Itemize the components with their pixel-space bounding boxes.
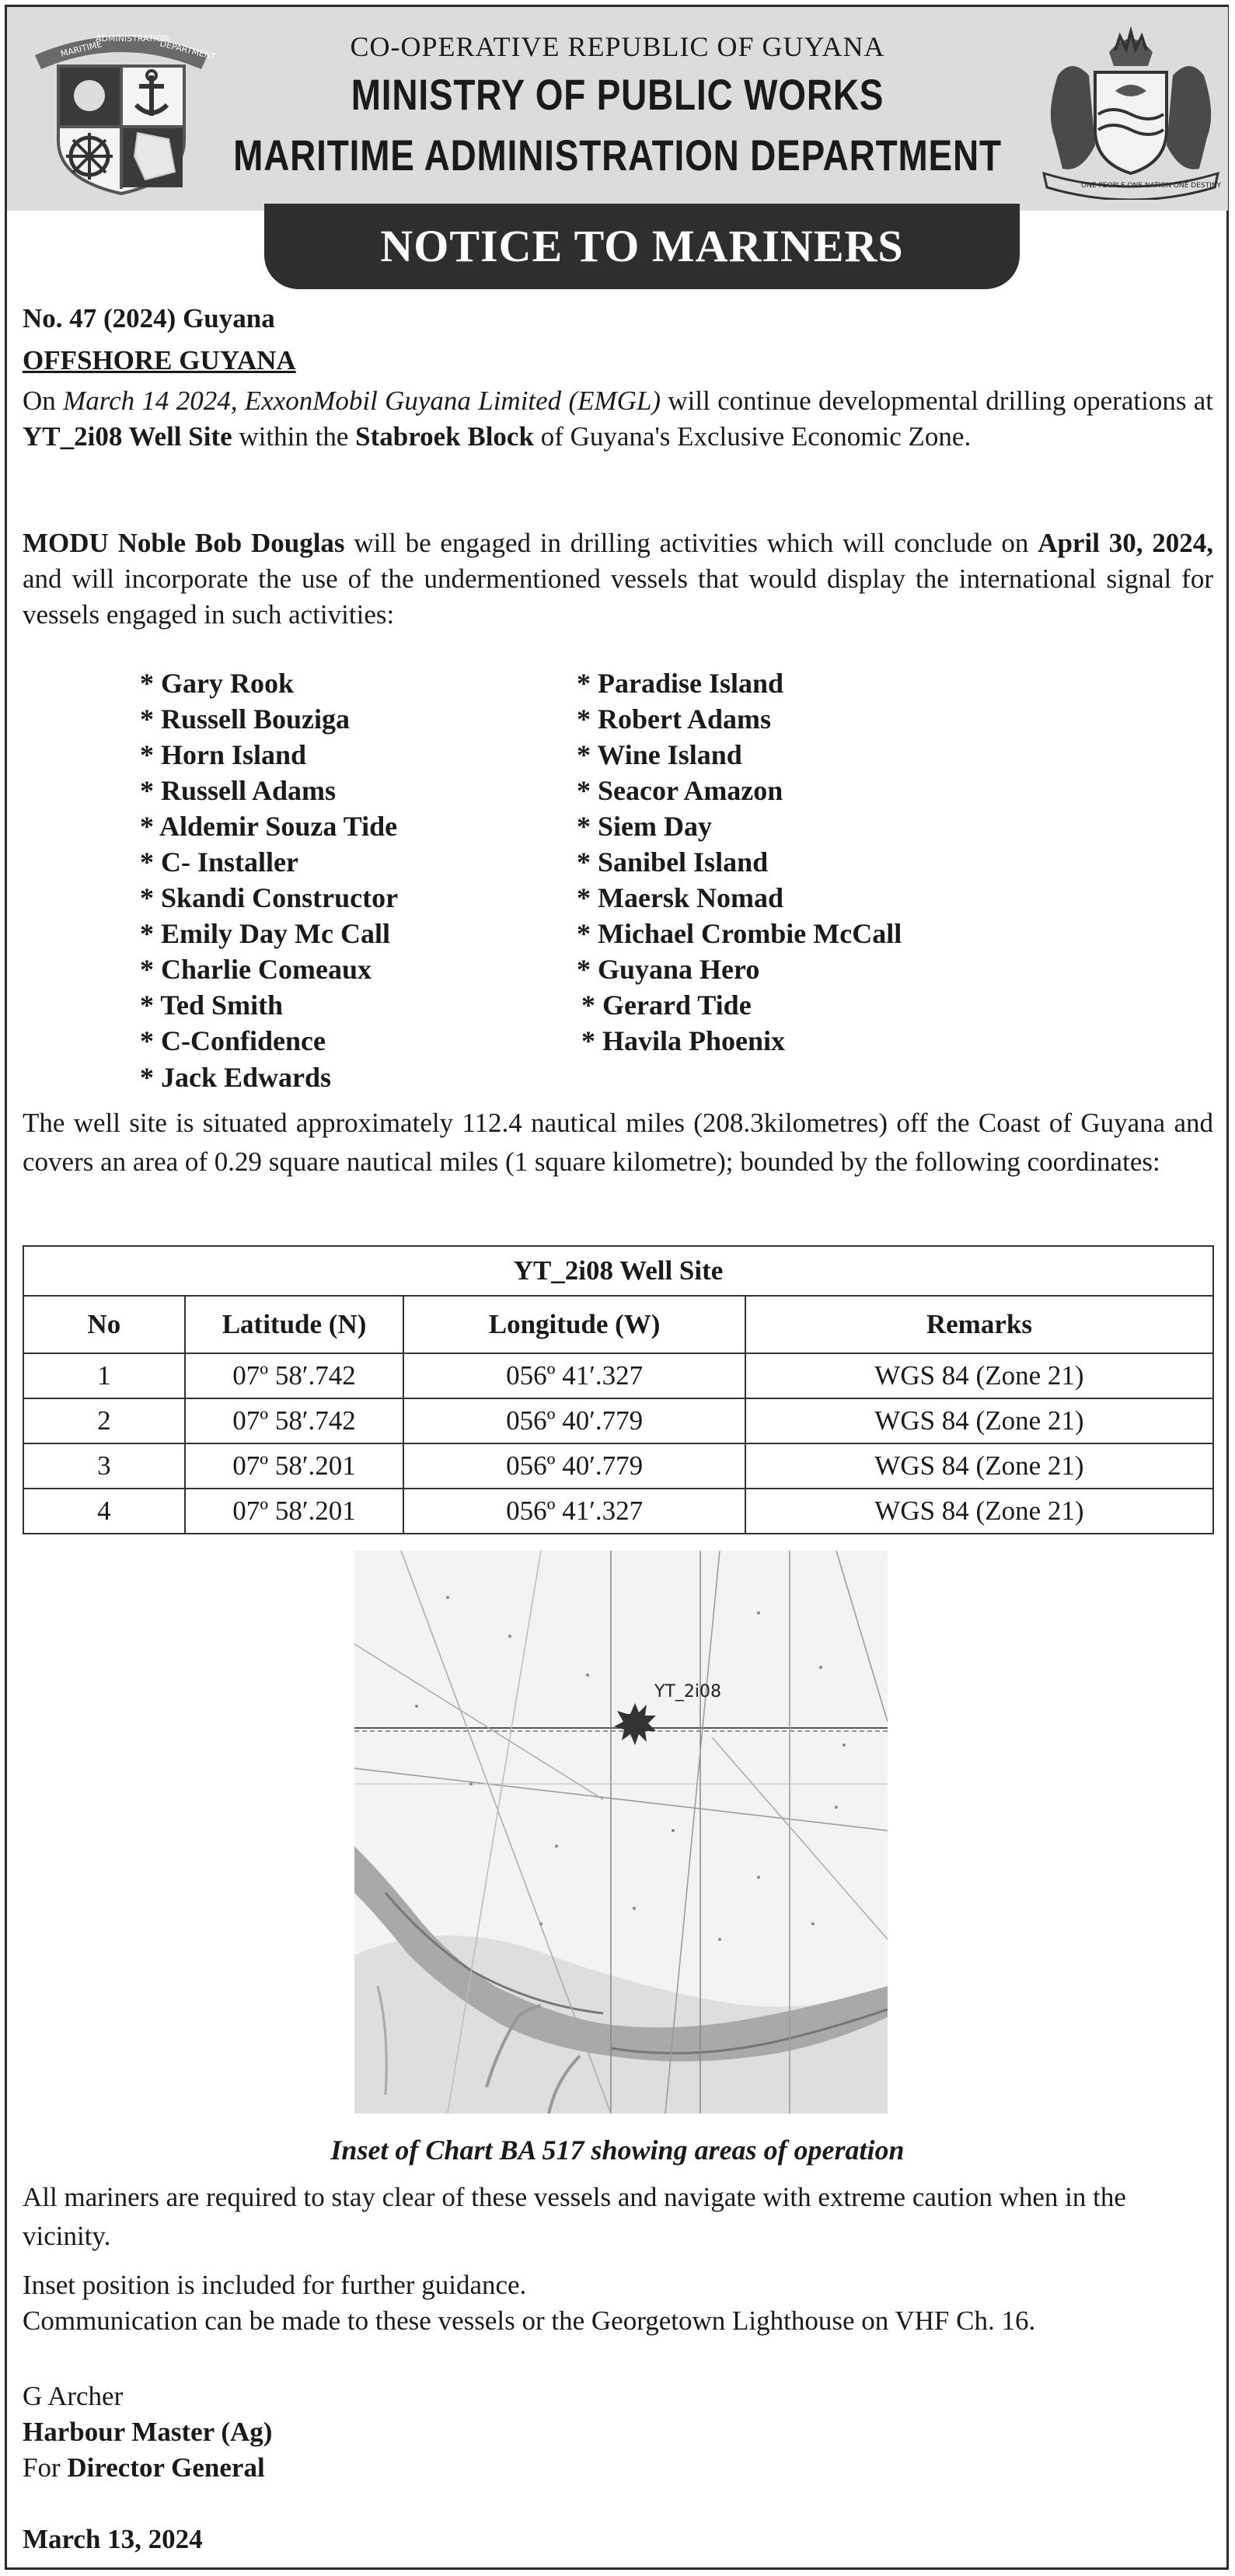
guyana-coat-of-arms-icon [1034,21,1227,200]
vessel-item: * Michael Crombie McCall [577,918,902,949]
vessel-item: * Horn Island [140,739,307,770]
table-row [23,1353,1213,1398]
table-cell: 07º 58′.742 [185,1398,404,1443]
coordinates-table [23,1245,1214,1534]
intro-paragraph-2: MODU Noble Bob Douglas will be engaged in drilling activities which will conclude on April 30, 2024, and will incorporate the use of the undermentioned vessels that would display the international signal for vessels engaged in such activities: [23,528,1213,630]
table-row [23,1398,1213,1443]
table-cell: WGS 84 (Zone 21) [745,1489,1213,1534]
vessel-item: * Jack Edwards [140,1062,332,1093]
notice-date: March 13, 2024 [23,2524,203,2554]
closing-paragraph-2: Inset position is included for further guidance. [23,2270,527,2300]
vessel-item: * Aldemir Souza Tide [140,811,398,842]
vessel-item: * Guyana Hero [577,954,760,985]
table-cell: WGS 84 (Zone 21) [745,1443,1213,1489]
vessel-item: * Sanibel Island [577,846,769,878]
signatory-title: Harbour Master (Ag) [23,2417,273,2447]
table-cell: WGS 84 (Zone 21) [745,1353,1213,1398]
emblem-department-text: DEPARTMENT [159,38,218,62]
emblem-maritime-text: MARITIME [59,39,103,59]
notice-number: No. 47 (2024) Guyana [23,303,275,333]
table-cell: 056º 41′.327 [403,1489,745,1534]
department-title: MARITIME ADMINISTRATION DEPARTMENT [233,131,1002,180]
vessel-item: * Russell Bouziga [140,703,351,735]
vessel-item: * Maersk Nomad [577,882,783,913]
vessel-item: * C-Confidence [140,1025,326,1056]
location-paragraph: The well site is situated approximately 112.4 nautical miles (208.3kilometres) off the Coast of Guyana and covers an area of 0.29 square nautical miles (1 square kilometre); bounded by the following coordinates: [23,1108,1213,1177]
vessel-item: * Gary Rook [140,668,294,699]
table-cell: 3 [23,1443,185,1489]
table-header: Longitude (W) [403,1296,745,1353]
vessel-item: * Robert Adams [577,703,771,735]
closing-paragraph-3: Communication can be made to these vessels or the Georgetown Lighthouse on VHF Ch. 16. [23,2305,1036,2336]
well-site-label: YT_2i08 [654,1682,721,1702]
table-cell: 07º 58′.742 [185,1353,404,1398]
notice-banner: NOTICE TO MARINERS [264,204,1020,289]
vessel-item: * Ted Smith [140,990,284,1021]
vessel-item: * Paradise Island [577,668,784,699]
table-cell: 4 [23,1489,185,1534]
vessel-item: * Charlie Comeaux [140,954,372,985]
table-title: YT_2i08 Well Site [23,1246,1213,1296]
vessel-item: * Skandi Constructor [140,882,399,913]
emblem-administration-text: ADMINISTRATION [96,33,169,44]
table-cell: WGS 84 (Zone 21) [745,1398,1213,1443]
vessel-item: * Emily Day Mc Call [140,918,390,949]
ministry-title: MINISTRY OF PUBLIC WORKS [351,70,884,119]
map-caption: Inset of Chart BA 517 showing areas of operation [330,2134,905,2166]
area-heading: OFFSHORE GUYANA [23,345,296,375]
table-cell: 056º 40′.779 [403,1398,745,1443]
vessel-item: * Seacor Amazon [577,775,783,806]
table-header: Latitude (N) [185,1296,404,1353]
table-cell: 056º 40′.779 [403,1443,745,1489]
vessel-item: * Gerard Tide [581,990,752,1021]
closing-paragraph-1: All mariners are required to stay clear of these vessels and navigate with extreme caution when in the vicinity. [23,2182,1126,2251]
signatory-name: G Archer [23,2381,124,2411]
republic-title: CO-OPERATIVE REPUBLIC OF GUYANA [350,31,885,62]
table-row [23,1489,1213,1534]
vessel-item: * Wine Island [577,739,742,770]
vessel-item: * Siem Day [577,811,712,842]
table-header: No [23,1296,185,1353]
inset-chart-map [354,1551,888,2114]
intro-paragraph-1: On March 14 2024, ExxonMobil Guyana Limited (EMGL) will continue developmental drilling operations at YT_2i08 Well Site within the Stabroek Block of Guyana's Exclusive Economic Zone. [23,386,1214,452]
vessel-item: * C- Installer [140,846,298,878]
table-row [23,1443,1213,1489]
table-header: Remarks [745,1296,1213,1353]
header [7,7,1228,211]
table-cell: 056º 41′.327 [403,1353,745,1398]
signatory-for: For Director General [23,2452,265,2483]
coat-of-arms-motto: ONE PEOPLE ONE NATION ONE DESTINY [1081,182,1222,190]
table-cell: 07º 58′.201 [185,1489,404,1534]
table-cell: 2 [23,1398,185,1443]
table-cell: 07º 58′.201 [185,1443,404,1489]
vessel-item: * Havila Phoenix [581,1025,786,1056]
vessel-item: * Russell Adams [140,775,337,806]
table-cell: 1 [23,1353,185,1398]
